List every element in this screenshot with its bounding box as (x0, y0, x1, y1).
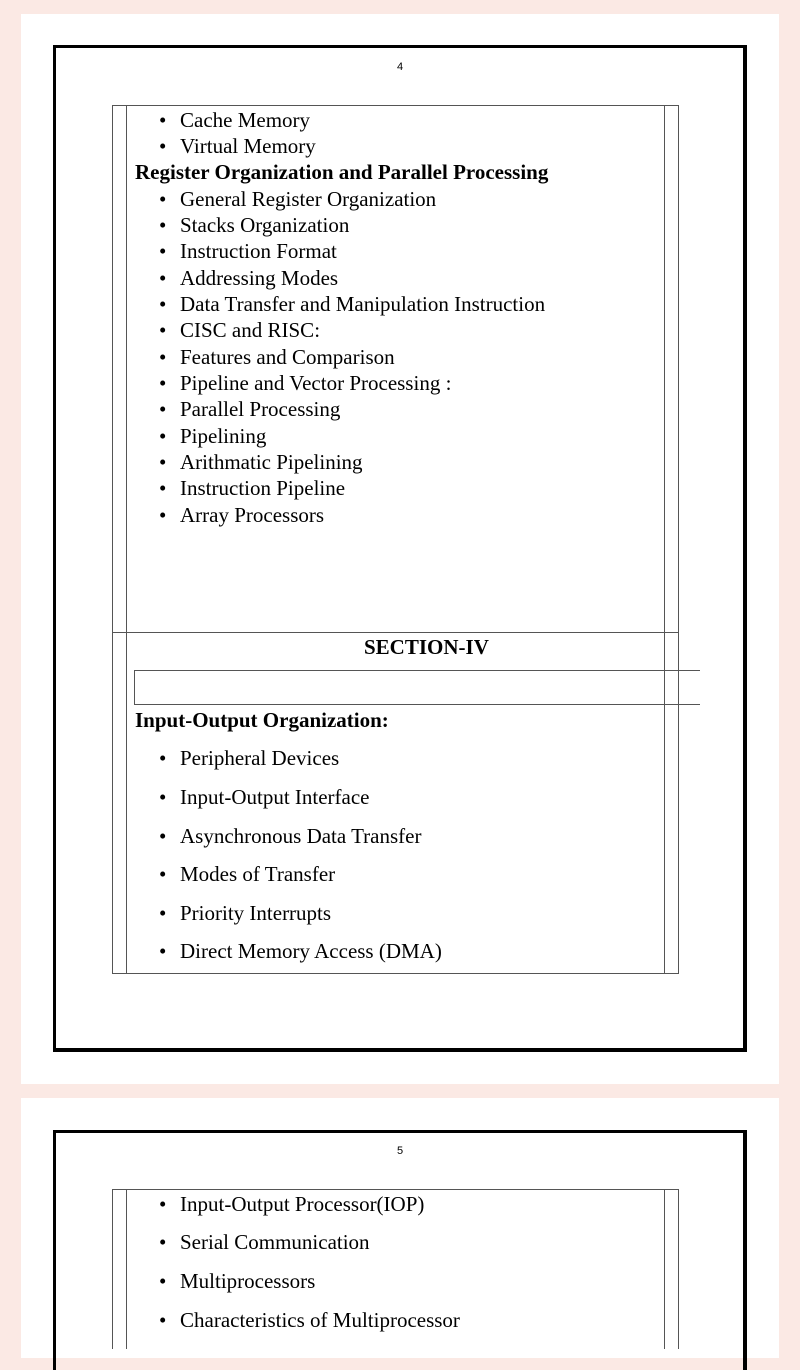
page-border (53, 1130, 747, 1370)
list-item: • General Register Organization (159, 186, 436, 212)
table-left-border (112, 1189, 113, 1349)
document-page-5 (21, 1098, 779, 1358)
list-item: • Input-Output Processor(IOP) (159, 1191, 424, 1217)
table-right-border (678, 105, 679, 974)
table-right-border (678, 1189, 679, 1349)
list-item: • Arithmatic Pipelining (159, 449, 363, 475)
table-inner-left-border (126, 105, 127, 974)
section-heading: Input-Output Organization: (135, 708, 389, 732)
list-item: • Instruction Pipeline (159, 475, 345, 501)
table-inner-left-border (126, 1189, 127, 1349)
empty-row-bottom (134, 704, 700, 705)
list-item: • Priority Interrupts (159, 900, 331, 926)
page-number: 5 (396, 1145, 404, 1157)
list-item: • Features and Comparison (159, 344, 395, 370)
table-row-divider (112, 632, 679, 633)
table-top-border (112, 105, 679, 106)
list-item: • Data Transfer and Manipulation Instruction (159, 291, 545, 317)
list-item: • Multiprocessors (159, 1268, 315, 1294)
list-item: • Peripheral Devices (159, 745, 339, 771)
list-item: • Array Processors (159, 502, 324, 528)
list-item: • Pipeline and Vector Processing : (159, 370, 451, 396)
table-inner-right-border (664, 1189, 665, 1349)
list-item: • Instruction Format (159, 238, 337, 264)
table-left-border (112, 105, 113, 974)
list-item: • Addressing Modes (159, 265, 338, 291)
document-page-4 (21, 14, 779, 1084)
list-item: • Modes of Transfer (159, 861, 335, 887)
section-heading: Register Organization and Parallel Processing (135, 160, 549, 184)
table-inner-right-border (664, 105, 665, 974)
empty-row-top (134, 670, 700, 671)
list-item: • Cache Memory (159, 107, 310, 133)
list-item: • Parallel Processing (159, 396, 340, 422)
section-title: SECTION-IV (364, 635, 489, 659)
table-top-border (112, 1189, 679, 1190)
list-item: • CISC and RISC: (159, 317, 320, 343)
page-number: 4 (396, 61, 404, 73)
list-item: • Virtual Memory (159, 133, 316, 159)
list-item: • Characteristics of Multiprocessor (159, 1307, 460, 1333)
list-item: • Asynchronous Data Transfer (159, 823, 421, 849)
empty-row-left (134, 670, 135, 705)
list-item: • Direct Memory Access (DMA) (159, 938, 442, 964)
list-item: • Pipelining (159, 423, 266, 449)
table-bottom-border (112, 973, 679, 974)
list-item: • Input-Output Interface (159, 784, 370, 810)
list-item: • Stacks Organization (159, 212, 349, 238)
list-item: • Serial Communication (159, 1229, 370, 1255)
